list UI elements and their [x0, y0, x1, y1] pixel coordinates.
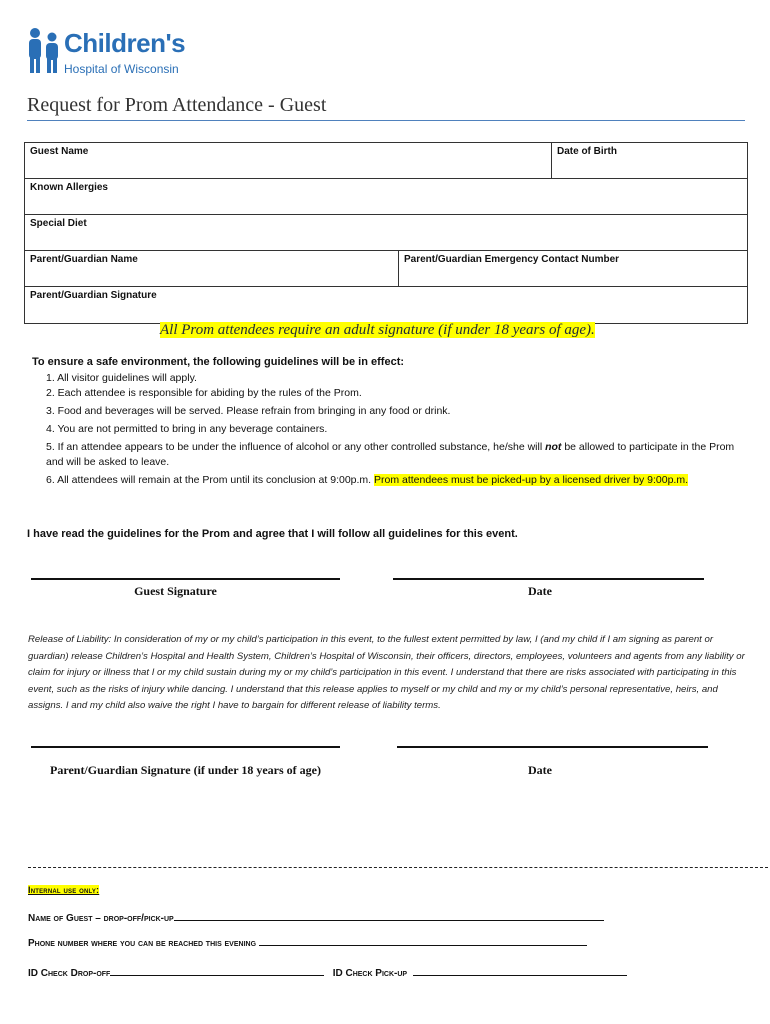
- special-diet-field[interactable]: [25, 215, 747, 250]
- adult-signature-notice: [160, 322, 595, 339]
- phone-row: [28, 935, 587, 949]
- guest-name-label: Guest Name: [30, 146, 89, 157]
- guideline-item-5: [46, 440, 746, 470]
- id-check-pickup-label: ID Check Pick-up: [332, 968, 408, 979]
- known-allergies-field[interactable]: [25, 179, 747, 214]
- guest-name-field[interactable]: [25, 143, 551, 178]
- form-row-allergies: [25, 179, 747, 215]
- logo-name-line2: Hospital of Wisconsin: [64, 62, 179, 76]
- guidelines-heading: To ensure a safe environment, the following guidelines will be in effect:: [32, 356, 405, 368]
- guideline-item-3: 3. Food and beverages will be served. Please refrain from bringing in any food or drink.: [46, 405, 451, 417]
- guest-date-line[interactable]: [393, 578, 704, 580]
- guideline-item-6: [46, 473, 751, 488]
- parent-guardian-signature-label: Parent/Guardian Signature: [30, 290, 157, 301]
- form-row-parent: [25, 251, 747, 287]
- emergency-contact-field[interactable]: [398, 251, 747, 286]
- guest-signature-line[interactable]: [31, 578, 340, 580]
- guideline-item-5-part2: be allowed to participate in the Prom and will be asked to leave.: [46, 441, 735, 468]
- parent-guardian-name-field[interactable]: [25, 251, 398, 286]
- cut-line: [28, 867, 768, 868]
- name-of-guest-label: Name of Guest – drop-off/pick-up: [28, 913, 174, 924]
- id-check-dropoff-blank[interactable]: [110, 965, 324, 976]
- known-allergies-label: Known Allergies: [30, 182, 108, 193]
- parent-guardian-name-label: Parent/Guardian Name: [30, 254, 138, 265]
- guest-signature-label: Guest Signature: [134, 584, 217, 598]
- form-row-guest: [25, 143, 747, 179]
- id-check-row: [28, 965, 627, 979]
- logo-name-line1: Children's: [64, 28, 186, 58]
- id-check-pickup-blank[interactable]: [413, 965, 627, 976]
- guest-dropoff-pickup-row: [28, 910, 604, 924]
- children-logo-icon: [26, 26, 66, 76]
- date-of-birth-label: Date of Birth: [557, 146, 617, 157]
- name-of-guest-blank[interactable]: [174, 910, 604, 921]
- guideline-item-5-emphasis: not: [545, 441, 562, 453]
- guideline-item-5-part1: 5. If an attendee appears to be under the influence of alcohol or any other controlled substance, he/she will: [46, 441, 546, 453]
- parent-guardian-signature-field[interactable]: [25, 287, 747, 323]
- page-title: Request for Prom Attendance - Guest: [27, 94, 327, 116]
- guest-date-label: Date: [528, 584, 552, 598]
- guideline-item-6-part1: 6. All attendees will remain at the Prom until its conclusion at 9:00p.m.: [46, 474, 374, 486]
- phone-number-label: Phone number where you can be reached this evening: [28, 938, 257, 949]
- emergency-contact-label: Parent/Guardian Emergency Contact Number: [404, 254, 620, 265]
- guideline-item-1: 1. All visitor guidelines will apply.: [46, 372, 197, 384]
- title-divider: [27, 120, 745, 121]
- pickup-rule-highlight: Prom attendees must be picked-up by a licensed driver by 9:00p.m.: [374, 474, 688, 486]
- guest-info-form: [24, 142, 748, 324]
- parent-signature-label: Parent/Guardian Signature (if under 18 years of age): [50, 763, 321, 777]
- guideline-item-4: 4. You are not permitted to bring in any beverage containers.: [46, 423, 328, 435]
- parent-date-label: Date: [528, 763, 552, 777]
- form-row-signature: [25, 287, 747, 323]
- guideline-item-2: 2. Each attendee is responsible for abiding by the rules of the Prom.: [46, 387, 362, 399]
- date-of-birth-field[interactable]: [551, 143, 747, 178]
- internal-use-heading: Internal use only:: [28, 885, 100, 895]
- agreement-statement: I have read the guidelines for the Prom and agree that I will follow all guidelines for this event.: [27, 528, 518, 540]
- phone-number-blank[interactable]: [259, 935, 587, 946]
- parent-date-line[interactable]: [397, 746, 708, 748]
- release-of-liability: Release of Liability: In consideration of my or my child’s participation in this event, to the fullest extent permitted by law, I (and my child if I am signing as parent or guardian) release Children’s Hospital and Health System, Children’s Hospital of Wisconsin, their officers, directors, employees, volunteers and agents from any liability or claim for injury or illness that I or my child sustain during my or my child’s participation in this event. I understand that there are risks associated with participating in this event, such as the risks of injury while dancing. I understand that this release applies to myself or my child and my or my child’s personal representative, heirs, and assigns. I and my child also waive the right I have to bargain for different release of liability terms.: [28, 634, 745, 711]
- adult-signature-notice-text: All Prom attendees require an adult signature (if under 18 years of age).: [160, 322, 595, 338]
- parent-signature-line[interactable]: [31, 746, 340, 748]
- id-check-dropoff-label: ID Check Drop-off: [28, 968, 111, 979]
- form-row-diet: [25, 215, 747, 251]
- special-diet-label: Special Diet: [30, 218, 87, 229]
